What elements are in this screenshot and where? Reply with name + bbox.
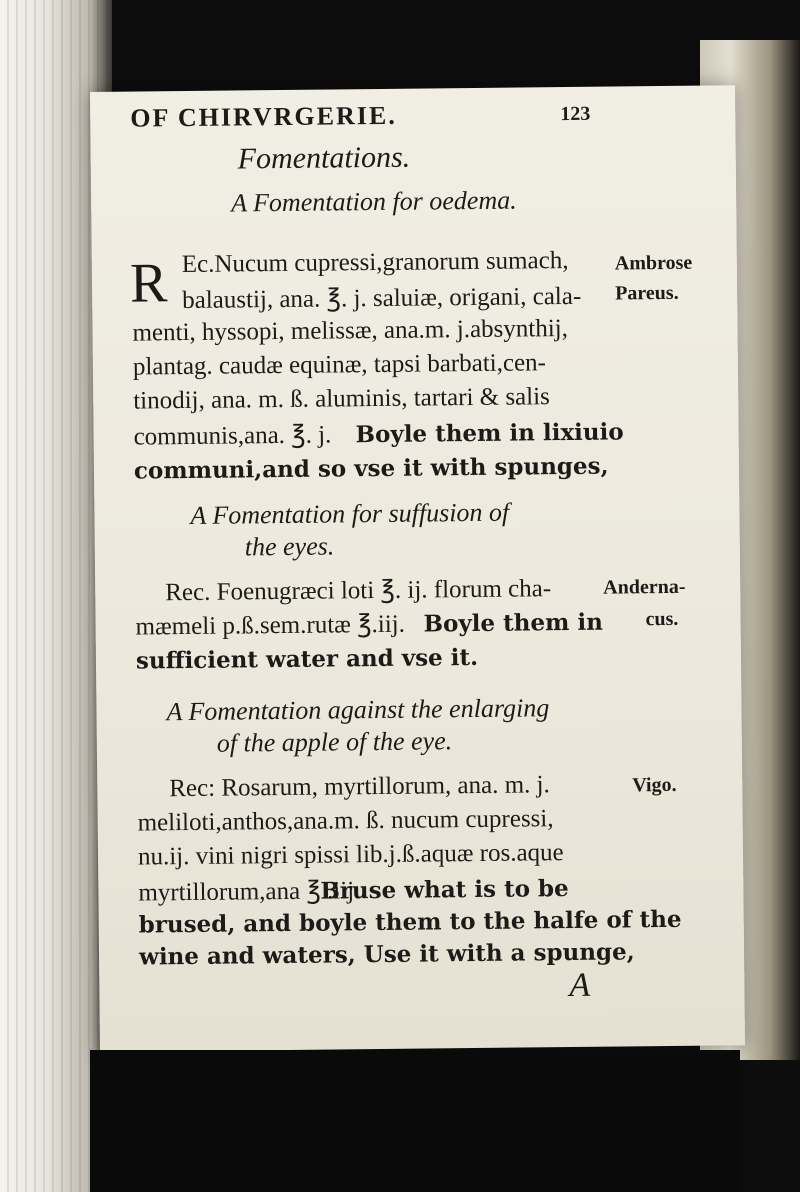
recipe-2-line-2: mæmeli p.ß.sem.rutæ ℥.iij. <box>135 610 406 641</box>
recipe-1-blackletter-1: Boyle them in lixiuio <box>355 418 624 449</box>
running-header: OF CHIRVRGERIE. <box>130 100 397 133</box>
recipe-2-heading-1: A Fomentation for suffusion of <box>190 497 510 530</box>
recipe-1-line-5: tinodij, ana. m. ß. aluminis, tartari & salis <box>133 383 550 415</box>
margin-note-pareus: Pareus. <box>615 281 679 305</box>
catchword: A <box>569 966 591 1005</box>
book-page <box>90 85 745 1052</box>
page-number: 123 <box>560 102 591 126</box>
recipe-3-line-1: Rec: Rosarum, myrtillorum, ana. m. j. <box>169 771 550 803</box>
recipe-3-line-3: nu.ij. vini nigri spissi lib.j.ß.aquæ ros.aque <box>137 839 564 871</box>
recipe-1-line-1: Ec.Nucum cupressi,granorum sumach, <box>181 246 569 279</box>
recipe-1-line-3: menti, hyssopi, melissæ, ana.m. j.absynthij, <box>132 315 569 347</box>
margin-note-andernacus-1: Anderna- <box>603 575 686 599</box>
recipe-2-blackletter-2: sufficient water and vse it. <box>135 643 479 675</box>
recipe-1-line-2: balaustij, ana. ℥. j. saluiæ, origani, cala- <box>182 282 582 315</box>
margin-note-ambrose: Ambrose <box>614 251 693 275</box>
section-title: Fomentations. <box>237 140 411 176</box>
margin-note-andernacus-2: cus. <box>645 607 679 631</box>
recipe-1-dropcap: R <box>129 252 168 315</box>
recipe-3-heading-2: of the apple of the eye. <box>216 726 453 758</box>
recipe-2-blackletter-1: Boyle them in <box>423 608 604 638</box>
recipe-3-line-2: meliloti,anthos,ana.m. ß. nucum cupressi, <box>137 805 554 837</box>
recipe-2-heading-2: the eyes. <box>244 531 335 562</box>
recipe-1-line-4: plantag. caudæ equinæ, tapsi barbati,cen- <box>132 349 547 381</box>
recipe-1-line-6: communis,ana. ℥. j. <box>133 421 332 451</box>
margin-note-vigo: Vigo. <box>632 773 677 797</box>
recipe-3-line-4: myrtillorum,ana ℥ .iij. <box>138 877 361 907</box>
recipe-3-blackletter-1: Bruse what is to be <box>320 875 569 905</box>
recipe-3-blackletter-2: brused, and boyle them to the halfe of the <box>138 905 682 939</box>
dark-background <box>90 1050 740 1192</box>
recipe-3-heading-1: A Fomentation against the enlarging <box>166 693 550 727</box>
recipe-1-blackletter-2: communi,and so vse it with spunges, <box>133 452 609 485</box>
recipe-1-heading: A Fomentation for oedema. <box>231 185 517 218</box>
recipe-3-blackletter-3: wine and waters, Use it with a spunge, <box>138 938 635 971</box>
recipe-2-line-1: Rec. Foenugræci loti ℥. ij. florum cha- <box>165 575 552 607</box>
